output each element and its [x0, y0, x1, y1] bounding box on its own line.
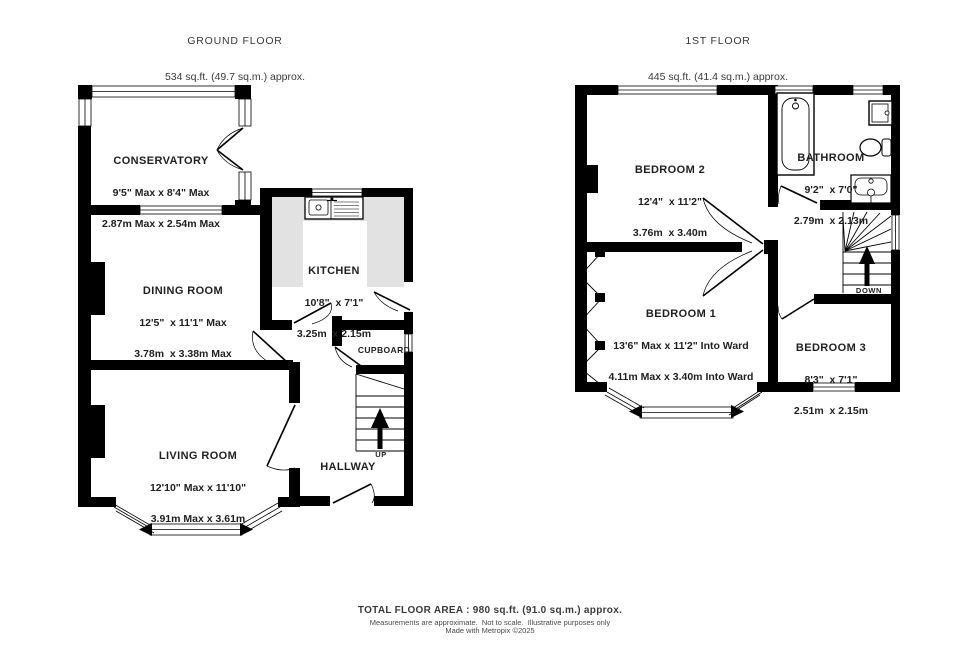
room-name: CONSERVATORY: [113, 155, 209, 167]
shower-cabinet-icon: [869, 101, 892, 125]
ground-floor-title: GROUND FLOOR: [187, 35, 283, 47]
room-dim-metric: 3.76m x 3.40m: [632, 227, 708, 239]
room-dim-imperial: 13'6" Max x 11'2" Into Ward: [613, 339, 749, 352]
stairs-down-label: DOWN: [855, 286, 883, 295]
room-name: BATHROOM: [797, 152, 865, 164]
room-name: BEDROOM 3: [795, 342, 867, 354]
room-dim-imperial: 9'2" x 7'0": [804, 183, 858, 196]
room-label-bedroom-1: [609, 288, 754, 404]
first-floor-header: [648, 11, 788, 107]
ground-floor-header: [165, 11, 305, 107]
room-label-bedroom-3: [794, 322, 868, 438]
room-name: BEDROOM 2: [634, 164, 706, 176]
room-dim-metric: 3.91m Max x 3.61m: [150, 513, 246, 525]
room-dim-imperial: 12'4" x 11'2": [637, 195, 702, 208]
stairs-up-label: UP: [375, 450, 387, 459]
first-floor-title: 1ST FLOOR: [685, 35, 751, 47]
total-floor-area: TOTAL FLOOR AREA : 980 sq.ft. (91.0 sq.m.) approx.: [357, 605, 623, 616]
ground-floor-area: 534 sq.ft. (49.7 sq.m.) approx.: [164, 71, 306, 83]
room-dim-metric: 2.51m x 2.15m: [793, 405, 869, 417]
room-dim-imperial: 12'5" x 11'1" Max: [139, 316, 227, 329]
room-label-dining-room: [134, 265, 231, 381]
room-dim-metric: 2.79m x 2.13m: [793, 215, 869, 227]
room-name: LIVING ROOM: [158, 450, 238, 462]
room-label-conservatory: [102, 135, 220, 251]
room-name: KITCHEN: [308, 265, 360, 277]
room-dim-imperial: 12'10" Max x 11'10": [149, 481, 247, 494]
room-dim-metric: 4.11m Max x 3.40m Into Ward: [608, 371, 754, 383]
room-dim-imperial: 9'5" Max x 8'4" Max: [112, 186, 210, 199]
room-name: DINING ROOM: [142, 285, 224, 297]
room-dim-imperial: 10'8" x 7'1": [304, 296, 364, 309]
disclaimer-text: Measurements are approximate. Not to scale. Illustrative purposes only: [369, 618, 611, 627]
room-label-bathroom: [794, 132, 868, 248]
room-label-cupboard: CUPBOARD: [357, 345, 411, 355]
room-label-bedroom-2: [633, 144, 707, 260]
kitchen-sink-icon: [305, 197, 363, 219]
room-label-kitchen: [297, 245, 371, 361]
room-name: HALLWAY: [320, 461, 376, 473]
first-floor-area: 445 sq.ft. (41.4 sq.m.) approx.: [647, 71, 789, 83]
room-dim-metric: 3.25m x 2.15m: [296, 328, 372, 340]
room-dim-imperial: 8'3" x 7'1": [804, 373, 858, 386]
room-dim-metric: 2.87m Max x 2.54m Max: [102, 218, 220, 230]
room-label-living-room: [150, 430, 246, 546]
room-name: BEDROOM 1: [645, 308, 717, 320]
room-dim-metric: 3.78m x 3.38m Max: [134, 348, 232, 360]
stairs-up: [356, 374, 404, 451]
room-label-hallway: [320, 441, 376, 494]
credit-text: Made with Metropix ©2025: [445, 626, 535, 635]
